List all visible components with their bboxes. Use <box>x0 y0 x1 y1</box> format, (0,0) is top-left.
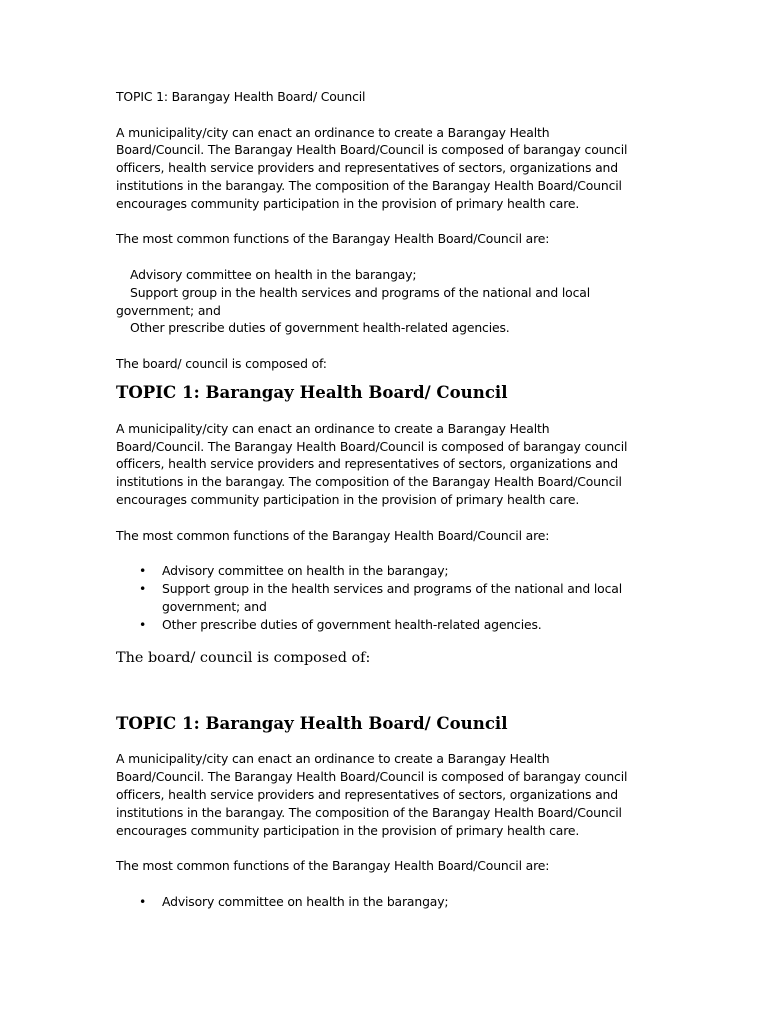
topic-title-plain: TOPIC 1: Barangay Health Board/ Council <box>116 89 366 104</box>
composed-of-text: The board/ council is composed of: <box>116 355 327 371</box>
intro-line: A municipality/city can enact an ordinance to create a Barangay Health <box>116 420 550 436</box>
section-styled-repeat <box>116 713 656 910</box>
intro-paragraph <box>116 420 656 509</box>
intro-line: institutions in the barangay. The composition of the Barangay Health Board/Council <box>116 177 622 193</box>
intro-line: encourages community participation in the provision of primary health care. <box>116 195 580 211</box>
functions-list-plain <box>116 266 656 337</box>
list-item: • Other prescribe duties of government health-related agencies. <box>139 616 542 632</box>
intro-line: A municipality/city can enact an ordinance to create a Barangay Health <box>116 124 550 140</box>
list-item: • Advisory committee on health in the barangay; <box>139 563 449 579</box>
list-item: • Advisory committee on health in the barangay; <box>139 893 449 909</box>
list-item: • Support group in the health services and programs of the national and local government; and <box>139 580 623 614</box>
functions-lead: The most common functions of the Barangay Health Board/Council are: <box>116 527 550 543</box>
intro-line: encourages community participation in the provision of primary health care. <box>116 491 580 507</box>
bullet-icon: • <box>139 580 147 596</box>
topic-heading: TOPIC 1: Barangay Health Board/ Council <box>116 713 508 734</box>
list-item: Support group in the health services and programs of the national and local <box>130 284 591 300</box>
section-styled <box>116 382 656 668</box>
intro-line: institutions in the barangay. The composition of the Barangay Health Board/Council <box>116 804 622 820</box>
functions-lead: The most common functions of the Barangay Health Board/Council are: <box>116 858 550 874</box>
bullet-icon: • <box>139 563 147 579</box>
bullet-icon: • <box>139 893 147 909</box>
intro-line: officers, health service providers and representatives of sectors, organizations and <box>116 786 618 802</box>
intro-line: Board/Council. The Barangay Health Board/Council is composed of barangay council <box>116 142 628 158</box>
intro-line: A municipality/city can enact an ordinance to create a Barangay Health <box>116 751 550 767</box>
list-item: Other prescribe duties of government health-related agencies. <box>130 320 510 336</box>
functions-bullet-list <box>116 562 656 633</box>
intro-line: encourages community participation in the provision of primary health care. <box>116 822 580 838</box>
topic-heading: TOPIC 1: Barangay Health Board/ Council <box>116 381 508 402</box>
functions-lead: The most common functions of the Barangay Health Board/Council are: <box>116 231 550 247</box>
section-plain <box>116 88 656 373</box>
intro-line: Board/Council. The Barangay Health Board/Council is composed of barangay council <box>116 438 628 454</box>
bullet-icon: • <box>139 616 147 632</box>
intro-line: officers, health service providers and representatives of sectors, organizations and <box>116 456 618 472</box>
document-page <box>116 88 656 910</box>
functions-bullet-list <box>116 893 656 911</box>
composed-of-text: The board/ council is composed of: <box>116 650 371 667</box>
list-item-continuation: government; and <box>116 302 221 318</box>
intro-line: institutions in the barangay. The composition of the Barangay Health Board/Council <box>116 474 622 490</box>
intro-line: Board/Council. The Barangay Health Board/Council is composed of barangay council <box>116 769 628 785</box>
intro-paragraph <box>116 750 656 839</box>
intro-line: officers, health service providers and representatives of sectors, organizations and <box>116 160 618 176</box>
list-item: Advisory committee on health in the barangay; <box>130 266 417 282</box>
intro-paragraph <box>116 124 656 213</box>
